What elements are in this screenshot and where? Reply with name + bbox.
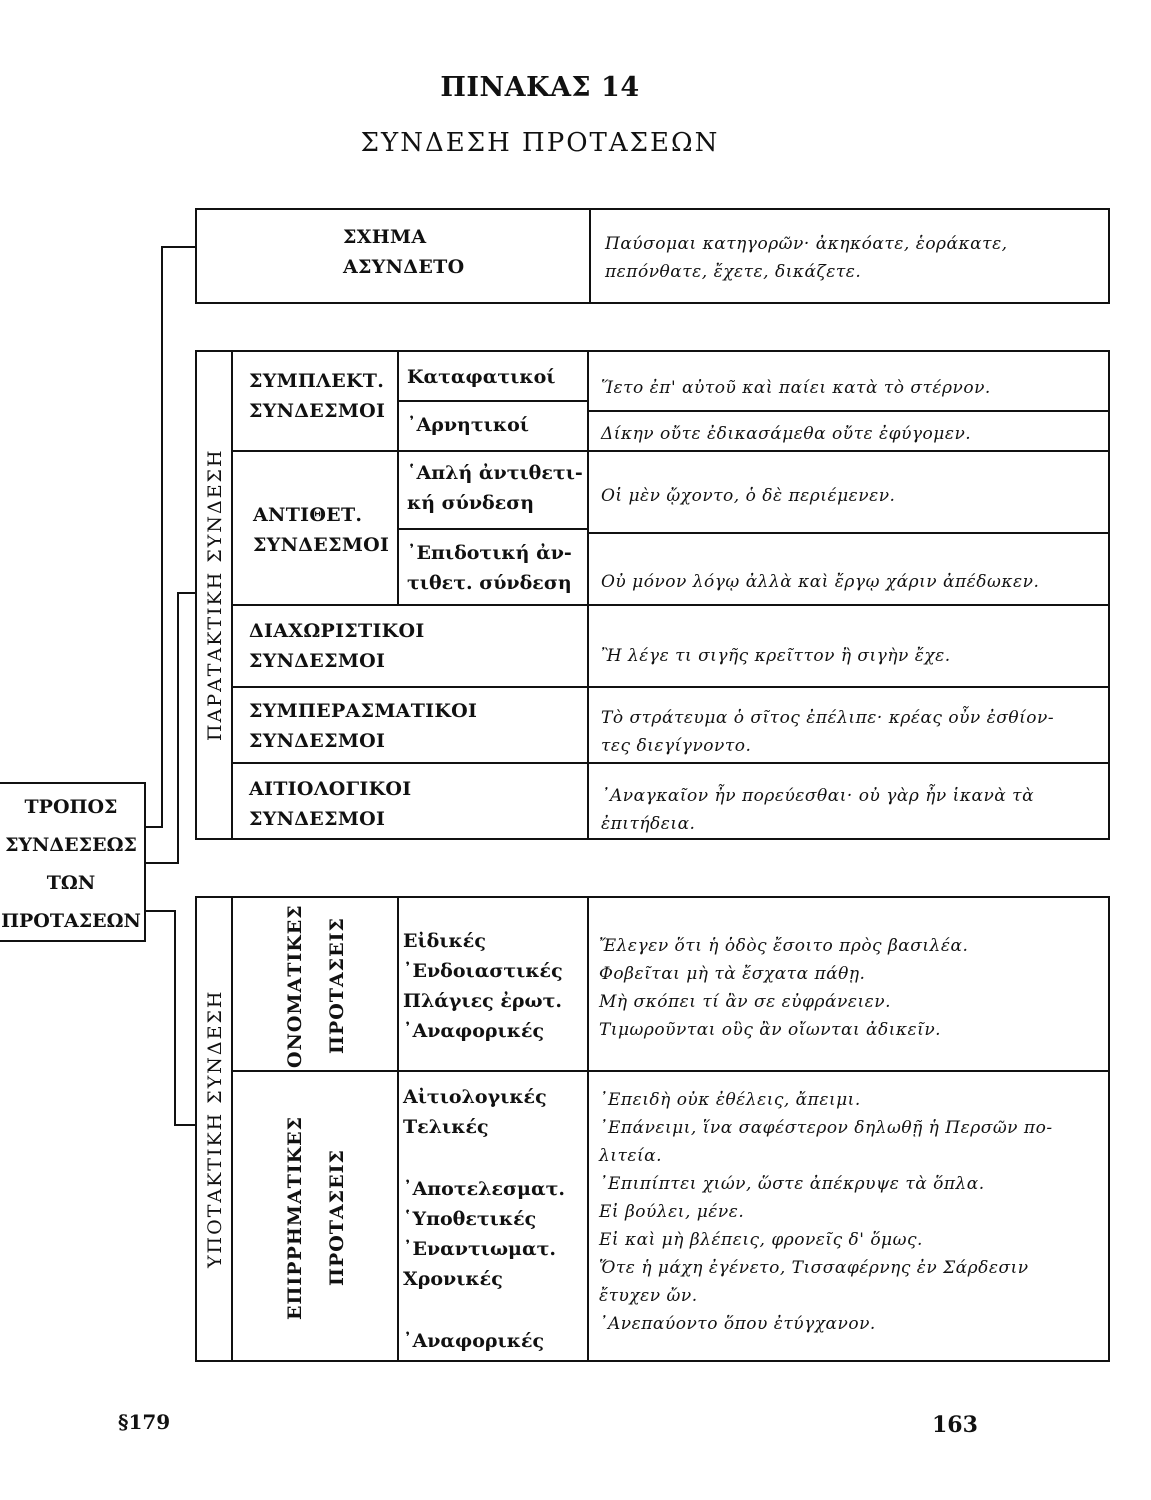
example-line: Ἔλεγεν ὅτι ἡ ὁδὸς ἔσοιτο πρὸς βασιλέα. [599,936,969,956]
bracket-to-hypotactic [174,1124,195,1126]
hypotactic-group-label: ΥΠΟΤΑΚΤΙΚΗ ΣΥΝΔΕΣΗ [204,989,226,1269]
example-line: ἐπιτήδεια. [601,814,696,834]
symperasmatikoi-label [249,696,477,756]
onomatikes-subtypes [403,926,563,1046]
example-line: ᾿Ανεπαύοντο ὅπου ἐτύγχανον. [599,1314,876,1334]
bracket-line-outer [161,246,163,828]
example-line: Φοβεῖται μὴ τὰ ἔσχατα πάθῃ. [599,964,866,984]
epirrimatikes-examples [599,1086,1053,1338]
epirrimatikes-label-line1: ΕΠΙΡΡΗΜΑΤΙΚΕΣ [284,1115,306,1321]
example-line: Εἰ καὶ μὴ βλέπεις, φρονεῖς δ' ὅμως. [599,1230,923,1250]
example-line: τες διεγίγνοντο. [601,736,752,756]
subtype: ῾Υποθετικές [403,1208,537,1230]
asyndeton-label-line: ΣΧΗΜΑ [343,226,427,248]
example-line: ᾿Επιπίπτει χιών, ὥστε ἀπέκρυψε τὰ ὅπλα. [599,1174,985,1194]
epirrimatikes-subtypes-c [403,1326,544,1356]
root-label-line: ΣΥΝΔΕΣΕΩΣ [5,834,137,856]
example-symperasmatikoi [601,704,1054,760]
bracket-line-mid [177,592,179,862]
page-title: ΣΥΝΔΕΣΗ ΠΡΟΤΑΣΕΩΝ [360,128,720,158]
label-line: ΣΥΜΠΛΕΚΤ. [249,370,385,392]
example-line: ᾿Επειδὴ οὐκ ἐθέλεις, ἄπειμι. [599,1090,861,1110]
epirrimatikes-subtypes-a [403,1082,547,1142]
epirrimatikes-subtypes-b [403,1174,565,1294]
example-aitiologikoi [601,782,1034,838]
onomatikes-label-line1: ΟΝΟΜΑΤΙΚΕΣ [284,904,306,1068]
sub-line: ῾Απλή ἀντιθετι- [407,462,583,484]
label-line: ΣΥΝΔΕΣΜΟΙ [249,400,386,422]
label-line: ΣΥΝΔΕΣΜΟΙ [249,730,386,752]
example-diachoristikoi: Ἢ λέγε τι σιγῆς κρεῖττον ἢ σιγὴν ἔχε. [601,646,951,666]
subtype: Πλάγιες ἐρωτ. [403,990,563,1012]
sub-line: κή σύνδεση [407,492,535,514]
onomatikes-examples [599,932,968,1044]
example-line: ᾿Αναγκαῖον ἦν πορεύεσθαι· οὐ γὰρ ἦν ἱκανὰ τὰ [601,786,1035,806]
example-line: ᾿Επάνειμι, ἵνα σαφέστερον δηλωθῇ ἡ Περσῶν πο- [599,1118,1053,1138]
subtype: Τελικές [403,1116,489,1138]
paratactic-group-label: ΠΑΡΑΤΑΚΤΙΚΗ ΣΥΝΔΕΣΗ [204,448,226,742]
subtype: ᾿Ενδοιαστικές [403,960,563,982]
hypotactic-section [195,896,1110,1362]
sub-line: τιθετ. σύνδεση [407,572,572,594]
diachoristikoi-label [249,616,425,676]
example-line: πεπόνθατε, ἔχετε, δικάζετε. [605,262,862,282]
subtype: ᾿Εναντιωματ. [403,1238,556,1260]
example-apli-antithetiki: Οἱ μὲν ᾤχοντο, ὁ δὲ περιέμενεν. [601,486,896,506]
epirrimatikes-label-line2: ΠΡΟΤΑΣΕΙΣ [326,1149,348,1287]
onomatikes-label-line2: ΠΡΟΤΑΣΕΙΣ [326,917,348,1055]
aitiologikoi-label [249,774,411,834]
example-line: Τὸ στράτευμα ὁ σῖτος ἐπέλιπε· κρέας οὖν ἐσθίον- [601,708,1055,728]
label-line: ΑΙΤΙΟΛΟΓΙΚΟΙ [249,778,412,800]
bracket-to-root-2 [146,862,179,864]
label-line: ΑΝΤΙΘΕΤ. [253,504,363,526]
subtype: ᾿Αποτελεσματ. [403,1178,565,1200]
table-number: ΠΙΝΑΚΑΣ 14 [440,72,640,103]
asyndeton-label [343,222,464,282]
example-line: Παύσομαι κατηγορῶν· ἀκηκόατε, ἑοράκατε, [605,234,1008,254]
example-kataphatikoi: Ἵετο ἐπ' αὐτοῦ καὶ παίει κατὰ τὸ στέρνον. [601,378,991,398]
example-line: Εἰ βούλει, μένε. [599,1202,745,1222]
label-line: ΣΥΝΔΕΣΜΟΙ [253,534,390,556]
example-line: Μὴ σκόπει τί ἂν σε εὐφράνειεν. [599,992,891,1012]
sub-epidotiki-antithetiki [407,538,572,598]
bracket-to-root-1 [146,826,163,828]
sub-line: ᾿Επιδοτική ἀν- [407,542,572,564]
root-label-line: ΠΡΟΤΑΣΕΩΝ [1,910,141,932]
label-line: ΣΥΜΠΕΡΑΣΜΑΤΙΚΟΙ [249,700,478,722]
subtype: Χρονικές [403,1268,503,1290]
bracket-to-asyndeton [161,246,195,248]
sub-kataphatikoi: Καταφατικοί [407,366,556,388]
example-line: Τιμωροῦνται οὓς ἂν οἴωνται ἀδικεῖν. [599,1020,942,1040]
antithetikoi-label [253,500,389,560]
label-line: ΣΥΝΔΕΣΜΟΙ [249,808,386,830]
paratactic-section [195,350,1110,840]
bracket-to-paratactic [177,592,195,594]
example-epidotiki-antithetiki: Οὐ μόνον λόγῳ ἀλλὰ καὶ ἔργῳ χάριν ἀπέδωκεν. [601,572,1040,592]
root-label-line: ΤΩΝ [46,872,96,894]
subtype: ᾿Αναφορικές [403,1020,545,1042]
sub-arnitikoi: ᾿Αρνητικοί [407,414,529,436]
subtype: Αἰτιολογικές [403,1086,547,1108]
label-line: ΔΙΑΧΩΡΙΣΤΙΚΟΙ [249,620,425,642]
page-number: 163 [932,1412,978,1438]
bracket-to-root-3 [146,910,176,912]
root-label-box [0,782,146,942]
subtype: ᾿Αναφορικές [403,1330,545,1352]
example-line: Ὅτε ἡ μάχη ἐγένετο, Τισσαφέρνης ἐν Σάρδεσιν [599,1258,1029,1278]
example-line: ἔτυχεν ὤν. [599,1286,698,1306]
asyndeton-box [195,208,1110,304]
root-label-line: ΤΡΟΠΟΣ [24,796,118,818]
symplektikoi-label [249,366,385,426]
label-line: ΣΥΝΔΕΣΜΟΙ [249,650,386,672]
asyndeton-label-line: ΑΣΥΝΔΕΤΟ [343,256,465,278]
bracket-line-low [174,910,176,1126]
subtype: Εἰδικές [403,930,486,952]
sub-apli-antithetiki [407,458,583,518]
example-line: λιτεία. [599,1146,663,1166]
section-number: §179 [118,1410,171,1434]
example-arnitikoi: Δίκην οὔτε ἐδικασάμεθα οὔτε ἐφύγομεν. [601,424,972,444]
asyndeton-example [605,230,1008,286]
